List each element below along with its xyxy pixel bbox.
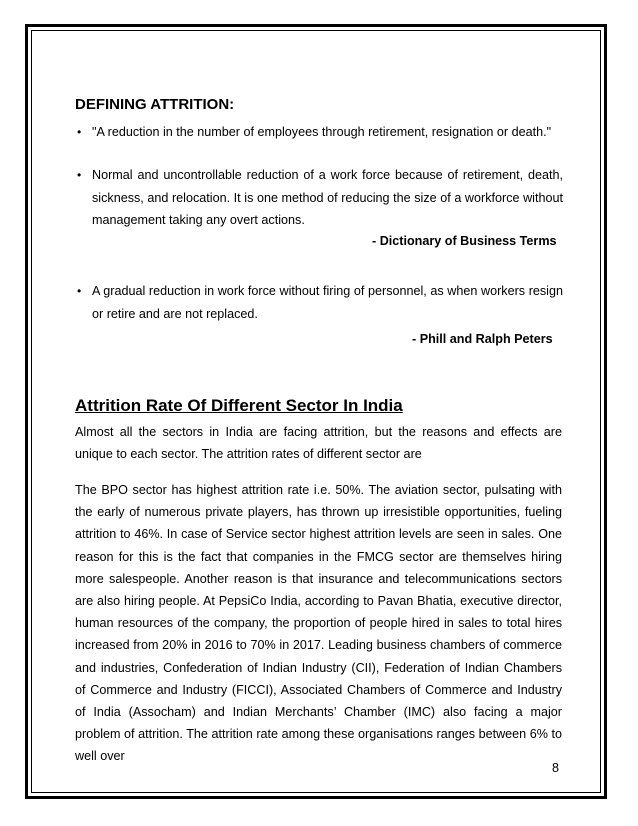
bullet-text-1: "A reduction in the number of employees through retirement, resignation or death."	[92, 125, 552, 139]
bullet-text-2: Normal and uncontrollable reduction of a work force because of retirement, death, sickness, and relocation. It is one method of reducing the size of a workforce without management taking any overt actions.	[92, 168, 563, 227]
attribution-dictionary: - Dictionary of Business Terms	[372, 234, 557, 248]
attribution-peters: - Phill and Ralph Peters	[412, 332, 553, 346]
paragraph-body: The BPO sector has highest attrition rate i.e. 50%. The aviation sector, pulsating with the early of numerous private players, has thrown up irresistible opportunities, fueling attrition to 46%. In case of Service sector highest attrition levels are seen in sales. One reason for this is the fact that companies in the FMCG sector are themselves hiring more salespeople. Another reason is that insurance and telecommunications sectors are also hiring people. At PepsiCo India, according to Pavan Bhatia, executive director, human resources of the company, the proportion of people hired in sales to total hires increased from 20% in 2016 to 70% in 2017. Leading business chambers of commerce and industries, Confederation of Indian Industry (CII), Federation of Indian Chambers of Commerce and Industry (FICCI), Associated Chambers of Commerce and Industry of India (Assocham) and Indian Merchants’ Chamber (IMC) also facing a major problem of attrition. The attrition rate among these organisations ranges between 6% to well over	[75, 483, 562, 764]
bullet-item-2	[75, 164, 563, 232]
section-heading-attrition-rate: Attrition Rate Of Different Sector In India	[75, 396, 403, 415]
bullet-icon: •	[77, 168, 82, 182]
bullet-icon: •	[77, 125, 82, 139]
bullet-item-1	[75, 121, 563, 144]
page-number: 8	[552, 761, 560, 775]
paragraph-intro: Almost all the sectors in India are facing attrition, but the reasons and effects are unique to each sector. The attrition rates of different sector are	[75, 425, 562, 462]
bullet-icon: •	[77, 284, 82, 298]
bullet-text-3: A gradual reduction in work force without firing of personnel, as when workers resign or retire and are not replaced.	[92, 284, 563, 321]
bullet-item-3	[75, 280, 563, 325]
section-heading-defining-attrition: DEFINING ATTRITION:	[75, 96, 235, 113]
